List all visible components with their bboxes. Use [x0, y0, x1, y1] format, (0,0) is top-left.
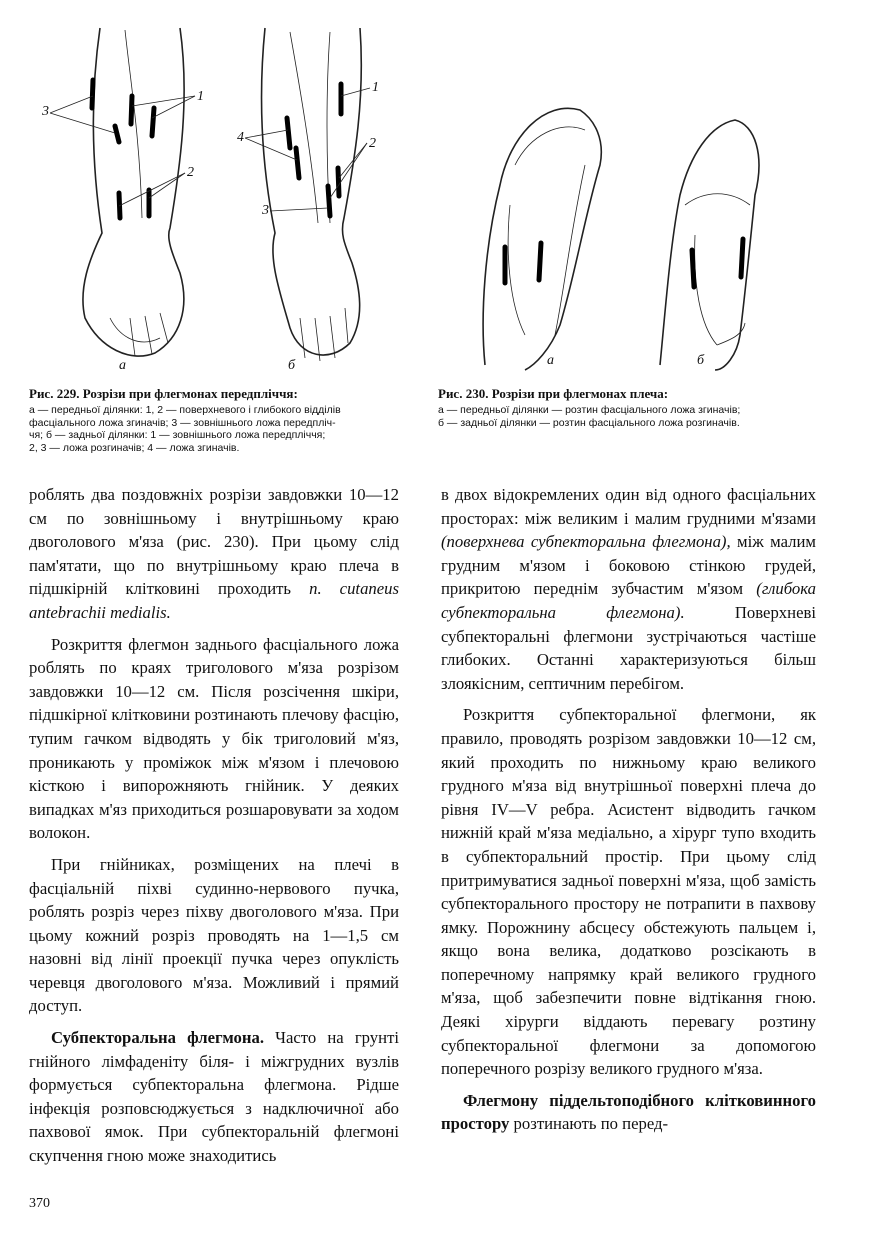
fig229-b-mark-1: 1: [372, 80, 379, 95]
text-run: роблять два поздовжніх розрізи завдовжки 10—12 см по зовнішньому і внутрішньому краю двоголового м'яза (рис. 230). При цьому слід пам'ятати, що по внутрішньому краю плеча в підшкірній клітковині проходить: [29, 485, 399, 599]
figure-229-caption-line: а — передньої ділянки: 1, 2 — поверхневого і глибокого відділів: [29, 404, 341, 416]
text-run: Поверхневі субпекторальні флегмони зустрічаються частіше глибоких. Останні характеризуються більш злоякісним, септичним перебігом.: [441, 602, 817, 693]
fig230-label-a: а: [547, 353, 554, 368]
fig229-b-mark-3: 3: [262, 203, 269, 218]
text-run: Часто на грунті гнійного лімфаденіту біля- і міжгрудних вузлів формується субпекторальна флегмона. Рідше інфекція розповсюджується з надключичної або пахвової ямок. При субпекторальній флегмоні скупчення гною може знаходитись: [29, 1028, 399, 1166]
fig229-mark-3: 3: [42, 104, 49, 119]
paragraph: [29, 483, 399, 625]
latin-term: n. cutaneus antebrachii medialis.: [29, 579, 399, 622]
fig229-mark-1: 1: [197, 89, 204, 104]
figure-229-caption-title: Рис. 229. Розрізи при флегмонах передпліччя:: [29, 386, 298, 401]
left-text-column: [29, 483, 399, 1168]
page-number: 370: [29, 1196, 50, 1211]
fig229-label-b: б: [288, 358, 296, 373]
figure-229-caption-line: 2, 3 — ложа розгиначів; 4 — ложа згиначів.: [29, 441, 240, 454]
paragraph: [29, 1026, 399, 1168]
paragraph: Розкриття субпекторальної флегмони, як правило, проводять розрізом завдовжки 10—12 см, який проходить по нижньому краю великого грудного м'яза від внутрішньої поверхні плеча до рівня IV—V ребра. Асистент відводить гачком нижній край м'яза медіально, а хірург тупо входить в субпекторальний простір. При цьому слід притримуватися задньої поверхні м'яза, щоб замість субпекторального простору не потрапити в пахвову ямку. Порожнину абсцесу обстежують пальцем і, якщо вона велика, додатково розсікають в поперечному напрямку край великого грудного м'яза, щоб забезпечити повне відтікання гною. Деякі хірурги віддають перевагу розтину субпекторальної флегмони за допомогою поперечного розрізу великого грудного м'яза.: [441, 705, 816, 1079]
figure-230-caption-line: а — передньої ділянки — розтин фасціального ложа згиначів;: [438, 404, 741, 416]
right-text-column: [441, 483, 816, 1136]
figure-230-caption-line: б — задньої ділянки — розтин фасціального ложа розгиначів.: [438, 416, 740, 429]
italic-term: (поверхнева субпекторальна флегмона),: [441, 532, 731, 552]
figure-229-caption-line: фасціального ложа згиначів; 3 — зовнішнього ложа передпліч-: [29, 416, 336, 429]
figure-230-caption: [438, 387, 838, 429]
text-run: в двох відокремлених один від одного фасціальних просторах: між великим і малим грудними м'язами: [441, 485, 816, 528]
section-heading: Флегмону піддельтоподібного клітковинного простору: [441, 1090, 816, 1134]
forearm-drawings: [30, 18, 410, 378]
figure-230-caption-title: Рис. 230. Розрізи при флегмонах плеча:: [438, 386, 669, 401]
fig229-label-a: а: [119, 358, 126, 373]
text-run: між малим грудним м'язом і боковою стінкою грудей, прикритою переднім зубчастим м'язом: [441, 532, 816, 599]
text-run: розтинають по перед-: [509, 1114, 669, 1134]
figure-229-caption: [29, 387, 419, 454]
paragraph: Розкриття флегмон заднього фасціального ложа роблять по краях триголового м'яза розрізом завдовжки 10—12 см. Після розсічення шкіри, підшкірної клітковини розтинають плечову фасцію, тупим гачком відводять у бік триголовий м'яз, проникають у проміжок між м'язом і плечовою кісткою і випорожняють гнійник. У деяких випадках м'яз приходиться розшаровувати за ходом волокон.: [29, 634, 399, 843]
figure-230-illustration: [455, 95, 835, 375]
paragraph: [441, 483, 816, 695]
fig230-label-b: б: [697, 353, 705, 368]
fig229-b-mark-2: 2: [369, 136, 376, 151]
figure-229-caption-line: чя; б — задньої ділянки: 1 — зовнішнього ложа передпліччя;: [29, 429, 326, 441]
paragraph: [441, 1089, 816, 1136]
section-heading: Субпекторальна флегмона.: [51, 1028, 264, 1048]
fig229-mark-2: 2: [187, 165, 194, 180]
fig229-b-mark-4: 4: [237, 130, 244, 145]
shoulder-drawings: [455, 95, 835, 375]
paragraph: При гнійниках, розміщених на плечі в фасціальній піхві судинно-нервового пучка, роблять розріз через піхву двоголового м'яза. При цьому кожний розріз проводять на 1—1,5 см назовні від лінії проекції пучка через опуклість черевця двоголового м'яза. Можливий і прямий доступ.: [29, 854, 399, 1016]
figure-229-illustration: [30, 18, 410, 378]
italic-term: (глибока субпекторальна флегмона).: [441, 579, 816, 622]
